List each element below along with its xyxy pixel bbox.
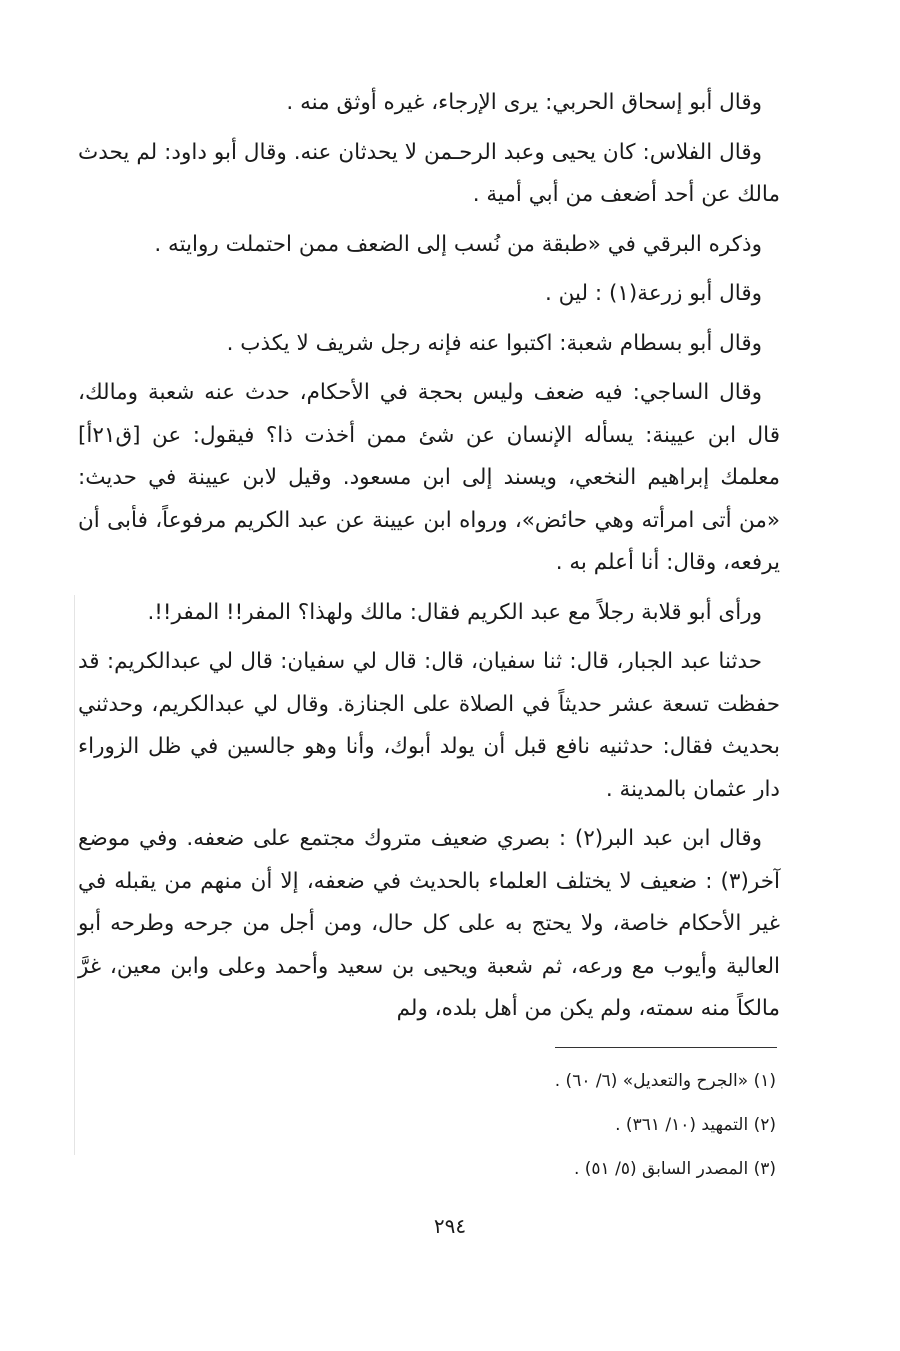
paragraph: وقال أبو زرعة(١) : لين . xyxy=(544,281,762,306)
paragraph: وقال الساجي: فيه ضعف وليس بحجة في الأحكام، حدث عنه شعبة ومالك، قال ابن عيينة: يسأله الإنسان عن شئ ممن أخذت ذا؟ فيقول: عن [ق٢١أ] معلمك إبراهيم النخعي، ويسند إلى ابن مسعود. وقيل لابن عيينة في حديث: «من أتى امرأته وهي حائض»، ورواه ابن عيينة عن عبد الكريم مرفوعاً، فأبى أن يرفعه، وقال: أنا أعلم به . xyxy=(78,380,780,575)
main-text xyxy=(78,82,780,1038)
footnotes xyxy=(78,1065,780,1197)
footnote: (٢) التمهيد (١٠/ ٣٦١) . xyxy=(615,1115,776,1135)
scan-margin-line xyxy=(74,595,75,1155)
paragraph: وقال أبو إسحاق الحربي: يرى الإرجاء، غيره أوثق منه . xyxy=(286,90,762,115)
paragraph: حدثنا عبد الجبار، قال: ثنا سفيان، قال: قال لي سفيان: قال لي عبدالكريم: قد حفظت تسعة عشر حديثاً في الصلاة على الجنازة. وقال لي عبدالكريم، وحدثني بحديث فقال: حدثنيه نافع قبل أن يولد أبوك، وأنا وهو جالسين في ظل الزوراء دار عثمان بالمدينة . xyxy=(78,649,780,802)
paragraph: وقال ابن عبد البر(٢) : بصري ضعيف متروك مجتمع على ضعفه. وفي موضع آخر(٣) : ضعيف لا يختلف العلماء بالحديث في ضعفه، إلا أن منهم من يقبله في غير الأحكام خاصة، ولا يحتج به على كل حال، ومن أجل من جرحه وطرحه أبو العالية وأيوب مع ورعه، ثم شعبة ويحيى بن سعيد وأحمد وعلى وابن معين، غرَّ مالكاً منه سمته، ولم يكن من أهل بلده، ولم xyxy=(78,826,780,1021)
paragraph: وذكره البرقي في «طبقة من نُسب إلى الضعف ممن احتملت روايته . xyxy=(154,231,762,257)
footnote: (٣) المصدر السابق (٥/ ٥١) . xyxy=(573,1159,776,1179)
footnote-separator xyxy=(555,1047,777,1048)
page-number: ٢٩٤ xyxy=(433,1214,467,1238)
paragraph: ورأى أبو قلابة رجلاً مع عبد الكريم فقال: مالك ولهذا؟ المفر!! المفر!!. xyxy=(147,599,762,625)
paragraph: وقال الفلاس: كان يحيى وعبد الرحـمن لا يحدثان عنه. وقال أبو داود: لم يحدث مالك عن أحد أضعف من أبي أمية . xyxy=(78,139,780,207)
footnote: (١) «الجرح والتعديل» (٦/ ٦٠) . xyxy=(554,1071,776,1091)
paragraph: وقال أبو بسطام شعبة: اكتبوا عنه فإنه رجل شريف لا يكذب . xyxy=(226,330,762,356)
